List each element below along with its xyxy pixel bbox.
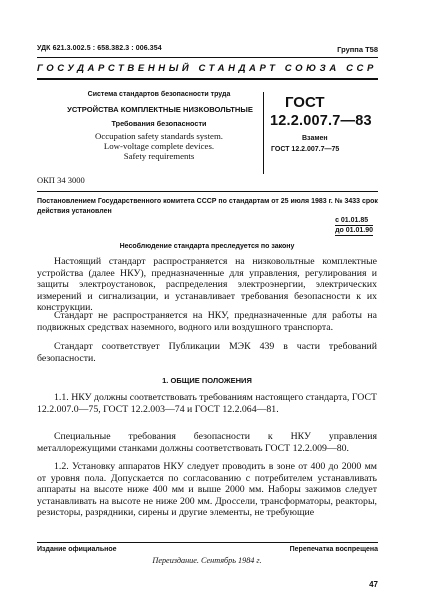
- paragraph-exclusion: Стандарт не распространяется на НКУ, предназначенные для работы на подвижных средствах наземного, водного или воздушного транспорта.: [37, 310, 377, 333]
- english-title-line: Safety requirements: [123, 151, 195, 161]
- clause-1-2: 1.2. Установку аппаратов НКУ следует проводить в зоне от 400 до 2000 мм от уровня пола. Допускается по согласованию с потребителем устанавливать аппараты на высоте ниже 400 мм и выше 2000 мм. Наборы зажимов следует устанавливать на высоте не ниже 200 мм. Дроссели, трансформаторы, реакторы, резисторы, разрядники, сирены и другие элементы, не требующие: [37, 461, 377, 519]
- validity-dates: [335, 216, 373, 236]
- document-subtitle: Требования безопасности: [111, 119, 207, 128]
- reprint-notice: Перепечатка воспрещена: [289, 546, 378, 553]
- title-divider: [263, 92, 264, 174]
- okp-code: ОКП 34 3000: [37, 175, 85, 185]
- page-number: 47: [369, 580, 378, 589]
- english-title-line: Low-voltage complete devices.: [103, 141, 215, 151]
- legal-notice: Несоблюдение стандарта преследуется по закону: [119, 243, 295, 250]
- top-rule: [37, 57, 378, 58]
- paragraph-iec: Стандарт соответствует Публикации МЭК 439 в части требований безопасности.: [37, 341, 377, 364]
- footer-rule: [37, 542, 378, 543]
- standards-system: Система стандартов безопасности труда: [87, 91, 231, 98]
- replaces-standard: ГОСТ 12.2.007.7—75: [271, 146, 340, 153]
- official-edition: Издание официальное: [37, 546, 117, 553]
- decree-text: Постановлением Государственного комитета СССР по стандартам от 25 июля 1983 г. № 3433 срок действия установлен: [37, 198, 378, 215]
- gost-label: ГОСТ: [285, 94, 325, 111]
- udk-code: УДК 621.3.002.5 : 658.382.3 : 006.354: [37, 45, 162, 52]
- gost-number: 12.2.007.7—83: [270, 113, 372, 129]
- okp-rule: [37, 191, 378, 192]
- clause-1-1-special: Специальные требования безопасности к НКУ управления металлорежущими станками должны соответствовать ГОСТ 12.2.009—80.: [37, 431, 377, 454]
- reissue-note: Переиздание. Сентябрь 1984 г.: [152, 556, 262, 565]
- paragraph-scope: Настоящий стандарт распространяется на низковольтные комплектные устройства (далее НКУ), предназначенные для управления, регулирования и защиты электроустановок, распределения электроэнергии, электрических измерений и сигнализации, и устанавливает требования безопасности к их конструкции.: [37, 256, 377, 314]
- banner-rule: [37, 78, 378, 80]
- document-title: УСТРОЙСТВА КОМПЛЕКТНЫЕ НИЗКОВОЛЬТНЫЕ: [67, 105, 253, 114]
- clause-1-1: 1.1. НКУ должны соответствовать требованиям настоящего стандарта, ГОСТ 12.2.007.0—75, ГОСТ 12.2.003—74 и ГОСТ 12.2.064—81.: [37, 392, 377, 415]
- section-heading: 1. ОБЩИЕ ПОЛОЖЕНИЯ: [162, 376, 252, 385]
- english-title: [74, 131, 244, 161]
- state-standard-banner: ГОСУДАРСТВЕННЫЙ СТАНДАРТ СОЮЗА ССР: [37, 63, 377, 74]
- replaces-label: Взамен: [302, 135, 328, 142]
- english-title-line: Occupation safety standards system.: [94, 131, 223, 141]
- valid-from: с 01.01.85: [335, 216, 373, 226]
- group-code: Группа Т58: [337, 45, 378, 54]
- valid-to: до 01.01.90: [335, 227, 373, 234]
